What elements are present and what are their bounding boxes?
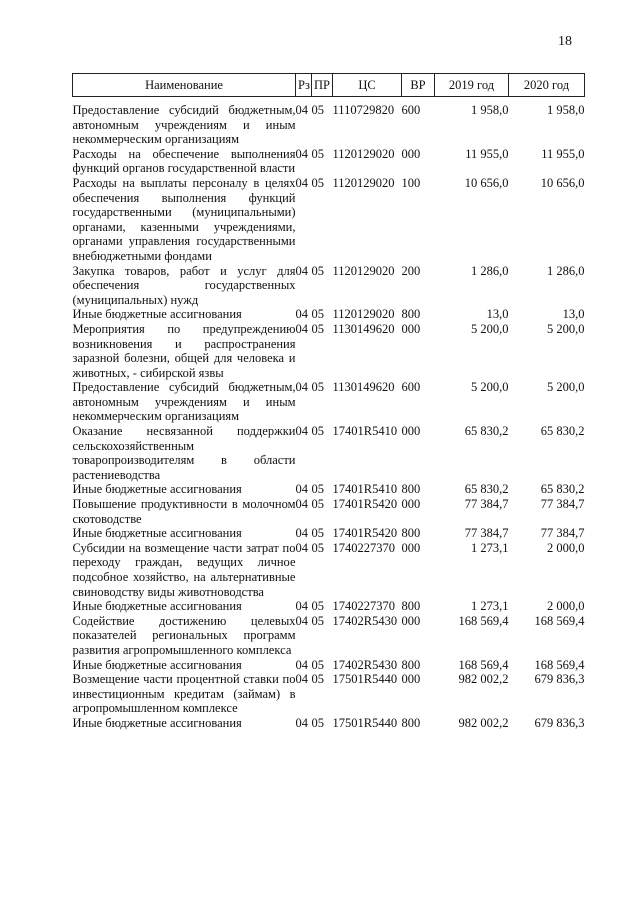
cell-cs: 1120129020	[332, 146, 395, 161]
cell-rz: 04	[295, 599, 308, 614]
cell-pr: 05	[311, 526, 324, 541]
cell-vr: 000	[401, 672, 421, 687]
cell-rz: 04	[295, 321, 308, 336]
cell-y2020: 77 384,7	[540, 526, 585, 541]
cell-y2019: 11 955,0	[465, 146, 509, 161]
cell-pr: 05	[311, 497, 324, 512]
cell-name: Оказание несвязанной поддержки сельскохозяйственным товаропроизводителям в области растениеводства	[72, 424, 296, 482]
table-row	[73, 424, 585, 482]
table-row	[73, 541, 585, 599]
header-2020: 2020 год	[509, 74, 585, 97]
cell-y2020: 1 958,0	[547, 103, 585, 117]
cell-vr: 000	[401, 146, 421, 161]
cell-y2019: 5 200,0	[471, 380, 509, 395]
budget-table	[72, 73, 585, 731]
cell-y2019: 77 384,7	[464, 497, 509, 512]
cell-cs: 1740227370	[332, 599, 395, 614]
table-row	[73, 658, 585, 673]
cell-name: Повышение продуктивности в молочном скотоводстве	[72, 497, 296, 526]
cell-vr: 800	[401, 657, 421, 672]
cell-pr: 05	[311, 599, 324, 614]
cell-name: Иные бюджетные ассигнования	[72, 482, 242, 497]
cell-y2020: 77 384,7	[540, 497, 585, 512]
table-row	[73, 380, 585, 424]
cell-rz: 04	[295, 526, 308, 541]
cell-rz: 04	[295, 380, 308, 395]
cell-pr: 05	[311, 657, 324, 672]
cell-pr: 05	[311, 263, 324, 278]
cell-y2020: 1 286,0	[547, 263, 585, 278]
cell-rz: 04	[295, 175, 308, 190]
table-header-row	[73, 74, 585, 97]
cell-name: Содействие достижению целевых показателей региональных программ развития агропромышленного комплекса	[72, 613, 296, 657]
cell-pr: 05	[311, 175, 324, 190]
cell-y2020: 65 830,2	[540, 482, 585, 497]
cell-cs: 1120129020	[332, 175, 395, 190]
cell-vr: 600	[401, 103, 421, 117]
table-row	[73, 103, 585, 147]
cell-name: Предоставление субсидий бюджетным, автономным учреждениям и иным некоммерческим организациям	[72, 380, 296, 424]
page-number: 18	[558, 34, 572, 49]
cell-cs: 17402R5430	[332, 657, 398, 672]
cell-rz: 04	[295, 263, 308, 278]
header-name: Наименование	[73, 74, 296, 97]
cell-y2020: 13,0	[562, 307, 585, 322]
cell-vr: 000	[401, 321, 421, 336]
header-cs: ЦС	[333, 74, 402, 97]
header-pr: ПР	[312, 74, 333, 97]
cell-pr: 05	[311, 540, 324, 555]
cell-cs: 1130149620	[332, 380, 395, 395]
cell-name: Возмещение части процентной ставки по инвестиционным кредитам (займам) в агропромышленном комплексе	[72, 672, 296, 716]
cell-y2019: 982 002,2	[458, 715, 509, 730]
cell-y2019: 10 656,0	[464, 175, 509, 190]
cell-pr: 05	[311, 613, 324, 628]
cell-cs: 1740227370	[332, 540, 395, 555]
cell-cs: 17402R5430	[332, 613, 398, 628]
header-vr: ВР	[402, 74, 435, 97]
cell-rz: 04	[295, 424, 308, 439]
cell-y2019: 1 958,0	[471, 103, 509, 117]
cell-name: Субсидии на возмещение части затрат по переходу граждан, ведущих личное подсобное хозяйство, на альтернативные свиноводству виды животноводства	[72, 540, 296, 599]
cell-y2019: 1 273,1	[471, 540, 509, 555]
cell-y2019: 65 830,2	[464, 482, 509, 497]
cell-name: Иные бюджетные ассигнования	[72, 715, 242, 730]
cell-pr: 05	[311, 321, 324, 336]
cell-vr: 000	[401, 424, 421, 439]
cell-rz: 04	[295, 657, 308, 672]
cell-y2020: 2 000,0	[547, 540, 585, 555]
table-row	[73, 716, 585, 731]
cell-vr: 000	[401, 497, 421, 512]
cell-rz: 04	[295, 146, 308, 161]
cell-pr: 05	[311, 715, 324, 730]
cell-y2019: 5 200,0	[471, 321, 509, 336]
cell-y2020: 679 836,3	[534, 672, 585, 687]
cell-rz: 04	[295, 540, 308, 555]
cell-name: Иные бюджетные ассигнования	[72, 526, 242, 541]
cell-cs: 17401R5420	[332, 497, 398, 512]
cell-pr: 05	[311, 146, 324, 161]
cell-pr: 05	[311, 103, 324, 117]
cell-vr: 100	[401, 175, 421, 190]
table-row	[73, 147, 585, 176]
cell-cs: 1130149620	[332, 321, 395, 336]
cell-pr: 05	[311, 482, 324, 497]
table-body	[73, 97, 585, 731]
cell-y2020: 679 836,3	[534, 715, 585, 730]
cell-cs: 1120129020	[332, 263, 395, 278]
cell-rz: 04	[295, 613, 308, 628]
cell-rz: 04	[295, 497, 308, 512]
cell-y2019: 982 002,2	[458, 672, 509, 687]
cell-y2020: 2 000,0	[547, 599, 585, 614]
cell-cs: 1120129020	[332, 307, 395, 322]
cell-pr: 05	[311, 424, 324, 439]
cell-rz: 04	[295, 103, 308, 117]
cell-name: Иные бюджетные ассигнования	[72, 657, 242, 672]
cell-vr: 800	[401, 715, 421, 730]
cell-cs: 17401R5420	[332, 526, 398, 541]
cell-y2020: 5 200,0	[547, 321, 585, 336]
table-row	[73, 482, 585, 497]
table-row	[73, 599, 585, 614]
cell-y2020: 168 569,4	[534, 613, 585, 628]
table-row	[73, 176, 585, 264]
table-row	[73, 526, 585, 541]
cell-cs: 17401R5410	[332, 482, 398, 497]
cell-vr: 600	[401, 380, 421, 395]
cell-vr: 000	[401, 613, 421, 628]
cell-y2019: 168 569,4	[458, 613, 509, 628]
cell-y2020: 168 569,4	[534, 657, 585, 672]
cell-name: Иные бюджетные ассигнования	[72, 599, 242, 614]
cell-name: Мероприятия по предупреждению возникновения и распространения заразной болезни, общей для человека и животных, - сибирской язвы	[72, 321, 296, 380]
table-row	[73, 672, 585, 716]
cell-y2020: 5 200,0	[547, 380, 585, 395]
cell-y2019: 1 286,0	[471, 263, 509, 278]
cell-vr: 200	[401, 263, 421, 278]
cell-vr: 800	[401, 482, 421, 497]
cell-rz: 04	[295, 715, 308, 730]
cell-pr: 05	[311, 672, 324, 687]
table-row	[73, 322, 585, 380]
cell-cs: 17501R5440	[332, 672, 398, 687]
cell-pr: 05	[311, 307, 324, 322]
table-row	[73, 497, 585, 526]
table-row	[73, 264, 585, 308]
cell-y2020: 10 656,0	[540, 175, 585, 190]
cell-cs: 17401R5410	[332, 424, 398, 439]
cell-name: Предоставление субсидий бюджетным, автономным учреждениям и иным некоммерческим организациям	[72, 103, 296, 147]
cell-rz: 04	[295, 307, 308, 322]
cell-y2019: 13,0	[486, 307, 509, 322]
cell-name: Иные бюджетные ассигнования	[72, 307, 242, 322]
table-row	[73, 307, 585, 322]
cell-y2020: 11 955,0	[541, 146, 585, 161]
cell-cs: 1110729820	[332, 103, 395, 117]
cell-name: Закупка товаров, работ и услуг для обеспечения государственных (муниципальных) нужд	[72, 263, 296, 307]
cell-vr: 000	[401, 540, 421, 555]
cell-rz: 04	[295, 482, 308, 497]
cell-vr: 800	[401, 307, 421, 322]
header-rz: Рз	[296, 74, 312, 97]
cell-y2019: 1 273,1	[471, 599, 509, 614]
cell-rz: 04	[295, 672, 308, 687]
cell-y2019: 77 384,7	[464, 526, 509, 541]
cell-vr: 800	[401, 599, 421, 614]
cell-name: Расходы на выплаты персоналу в целях обеспечения выполнения функций государственными (муниципальными) органами, казенными учреждениями, органами управления государственными внебюджетными фондами	[72, 175, 296, 263]
cell-y2020: 65 830,2	[540, 424, 585, 439]
cell-cs: 17501R5440	[332, 715, 398, 730]
table-row	[73, 614, 585, 658]
cell-pr: 05	[311, 380, 324, 395]
header-2019: 2019 год	[435, 74, 509, 97]
cell-vr: 800	[401, 526, 421, 541]
cell-name: Расходы на обеспечение выполнения функций органов государственной власти	[72, 146, 296, 176]
cell-y2019: 168 569,4	[458, 657, 509, 672]
cell-y2019: 65 830,2	[464, 424, 509, 439]
